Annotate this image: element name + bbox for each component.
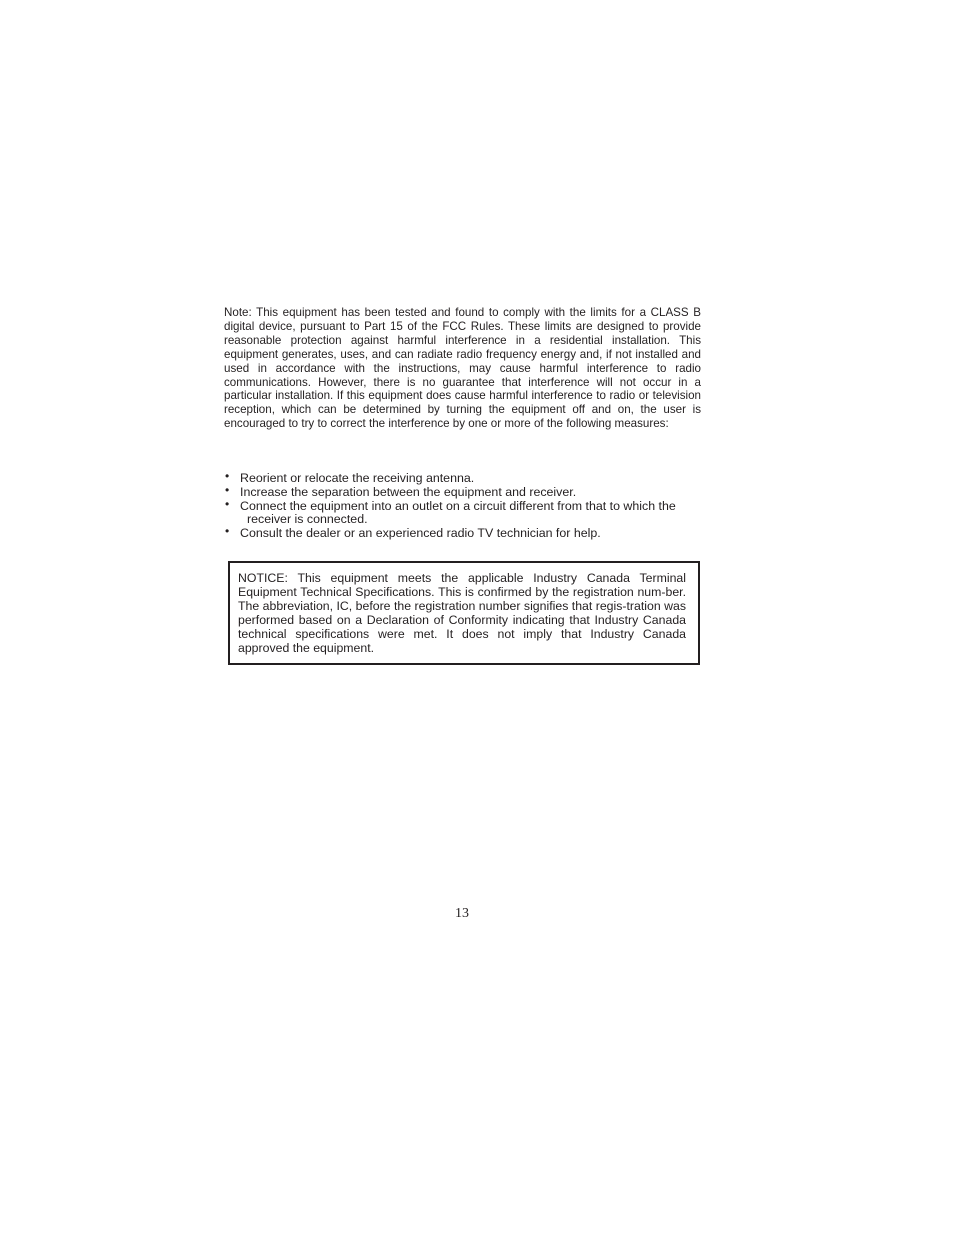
industry-canada-notice-box (228, 561, 700, 665)
fcc-note-paragraph: Note: This equipment has been tested and found to comply with the limits for a CLASS B digital device, pursuant to Part 15 of the FCC Rules. These limits are designed to provide reasonable protection against harmful interference in a residential installation. This equipment generates, uses, and can radiate radio frequency energy and, if not installed and used in accordance with the instructions, may cause harmful interference to radio communications. However, there is no guarantee that interference will not occur in a particular installation. If this equipment does cause harmful interference to radio or television reception, which can be determined by turning the equipment off and on, the user is encouraged to try to correct the interference by one or more of the following measures: (224, 306, 701, 431)
list-item-text: Reorient or relocate the receiving antenna. (240, 471, 475, 485)
list-item-text: Connect the equipment into an outlet on a circuit different from that to which the (240, 498, 676, 513)
interference-measures-list (224, 469, 702, 541)
list-item (224, 524, 702, 541)
page-number: 13 (455, 906, 469, 921)
list-item-text: Consult the dealer or an experienced radio TV technician for help. (240, 526, 601, 541)
bullet-icon: • (225, 469, 230, 483)
list-item (224, 496, 702, 528)
list-item (224, 482, 702, 500)
bullet-icon: • (225, 524, 230, 539)
list-item-text: Increase the separation between the equipment and receiver. (240, 484, 577, 499)
bullet-icon: • (225, 482, 230, 497)
list-item-continuation: receiver is connected. (247, 512, 368, 527)
industry-canada-notice-text: NOTICE: This equipment meets the applicable Industry Canada Terminal Equipment Technical Specifications. This is confirmed by the registration num-ber. The abbreviation, IC, before the registration number signifies that regis-tration was performed based on a Declaration of Conformity indicating that Industry Canada technical specifications were met. It does not imply that Industry Canada approved the equipment. (238, 571, 686, 655)
bullet-icon: • (225, 496, 230, 511)
list-item (224, 469, 702, 486)
